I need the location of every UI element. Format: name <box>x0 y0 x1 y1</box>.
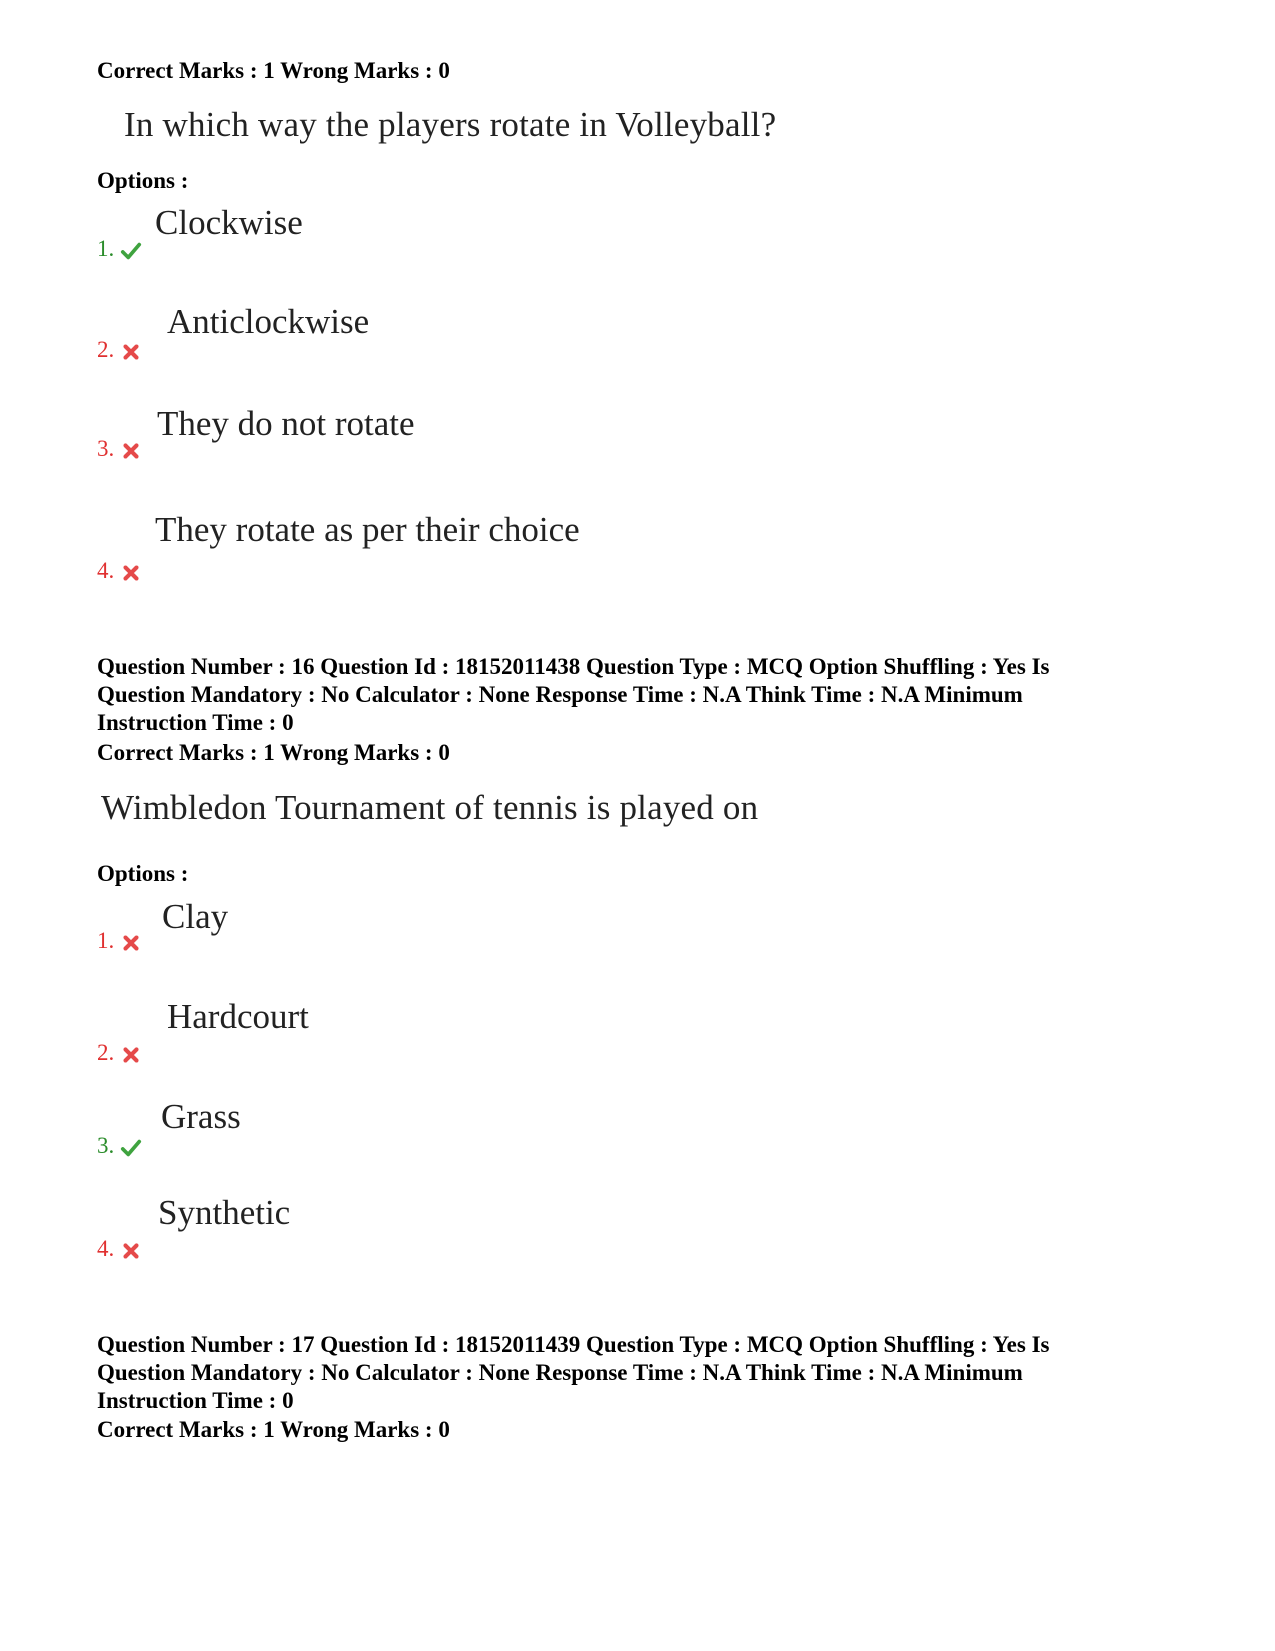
options-label: Options : <box>97 168 189 193</box>
option-number: 2. <box>97 1040 142 1066</box>
option-number: 2. <box>97 337 142 363</box>
option-number: 4. <box>97 1236 142 1262</box>
header-line: Question Number : 16 Question Id : 18152011438 Question Type : MCQ Option Shuffling : Yes Is <box>97 654 1050 679</box>
check-icon <box>120 1137 142 1159</box>
option-text: Clockwise <box>155 203 303 242</box>
option-text: Hardcourt <box>167 997 309 1036</box>
option-number: 3. <box>97 1133 142 1159</box>
header-line: Question Number : 17 Question Id : 18152011439 Question Type : MCQ Option Shuffling : Yes Is <box>97 1332 1050 1357</box>
header-line: Question Mandatory : No Calculator : None Response Time : N.A Think Time : N.A Minimum <box>97 1360 1023 1385</box>
check-icon <box>120 240 142 262</box>
header-line: Instruction Time : 0 <box>97 1388 294 1413</box>
header-line: Instruction Time : 0 <box>97 710 294 735</box>
cross-icon <box>120 932 142 954</box>
option-number: 3. <box>97 436 142 462</box>
cross-icon <box>120 440 142 462</box>
option-text: Clay <box>162 897 229 936</box>
question-header <box>97 1331 1197 1415</box>
option-number: 1. <box>97 928 142 954</box>
cross-icon <box>120 341 142 363</box>
cross-icon <box>120 1044 142 1066</box>
cross-icon <box>120 562 142 584</box>
options-label: Options : <box>97 861 189 886</box>
marks-line: Correct Marks : 1 Wrong Marks : 0 <box>97 58 450 83</box>
option-text: Grass <box>161 1097 241 1136</box>
question-header <box>97 653 1197 737</box>
marks-line: Correct Marks : 1 Wrong Marks : 0 <box>97 1417 450 1442</box>
option-text: Anticlockwise <box>167 302 370 341</box>
cross-icon <box>120 1240 142 1262</box>
option-text: Synthetic <box>158 1193 291 1232</box>
option-number: 4. <box>97 558 142 584</box>
question-text: Wimbledon Tournament of tennis is played on <box>101 788 759 827</box>
option-text: They rotate as per their choice <box>155 510 580 549</box>
option-text: They do not rotate <box>157 404 415 443</box>
option-number: 1. <box>97 236 142 262</box>
question-text: In which way the players rotate in Volleyball? <box>124 105 777 144</box>
marks-line: Correct Marks : 1 Wrong Marks : 0 <box>97 740 450 765</box>
header-line: Question Mandatory : No Calculator : None Response Time : N.A Think Time : N.A Minimum <box>97 682 1023 707</box>
